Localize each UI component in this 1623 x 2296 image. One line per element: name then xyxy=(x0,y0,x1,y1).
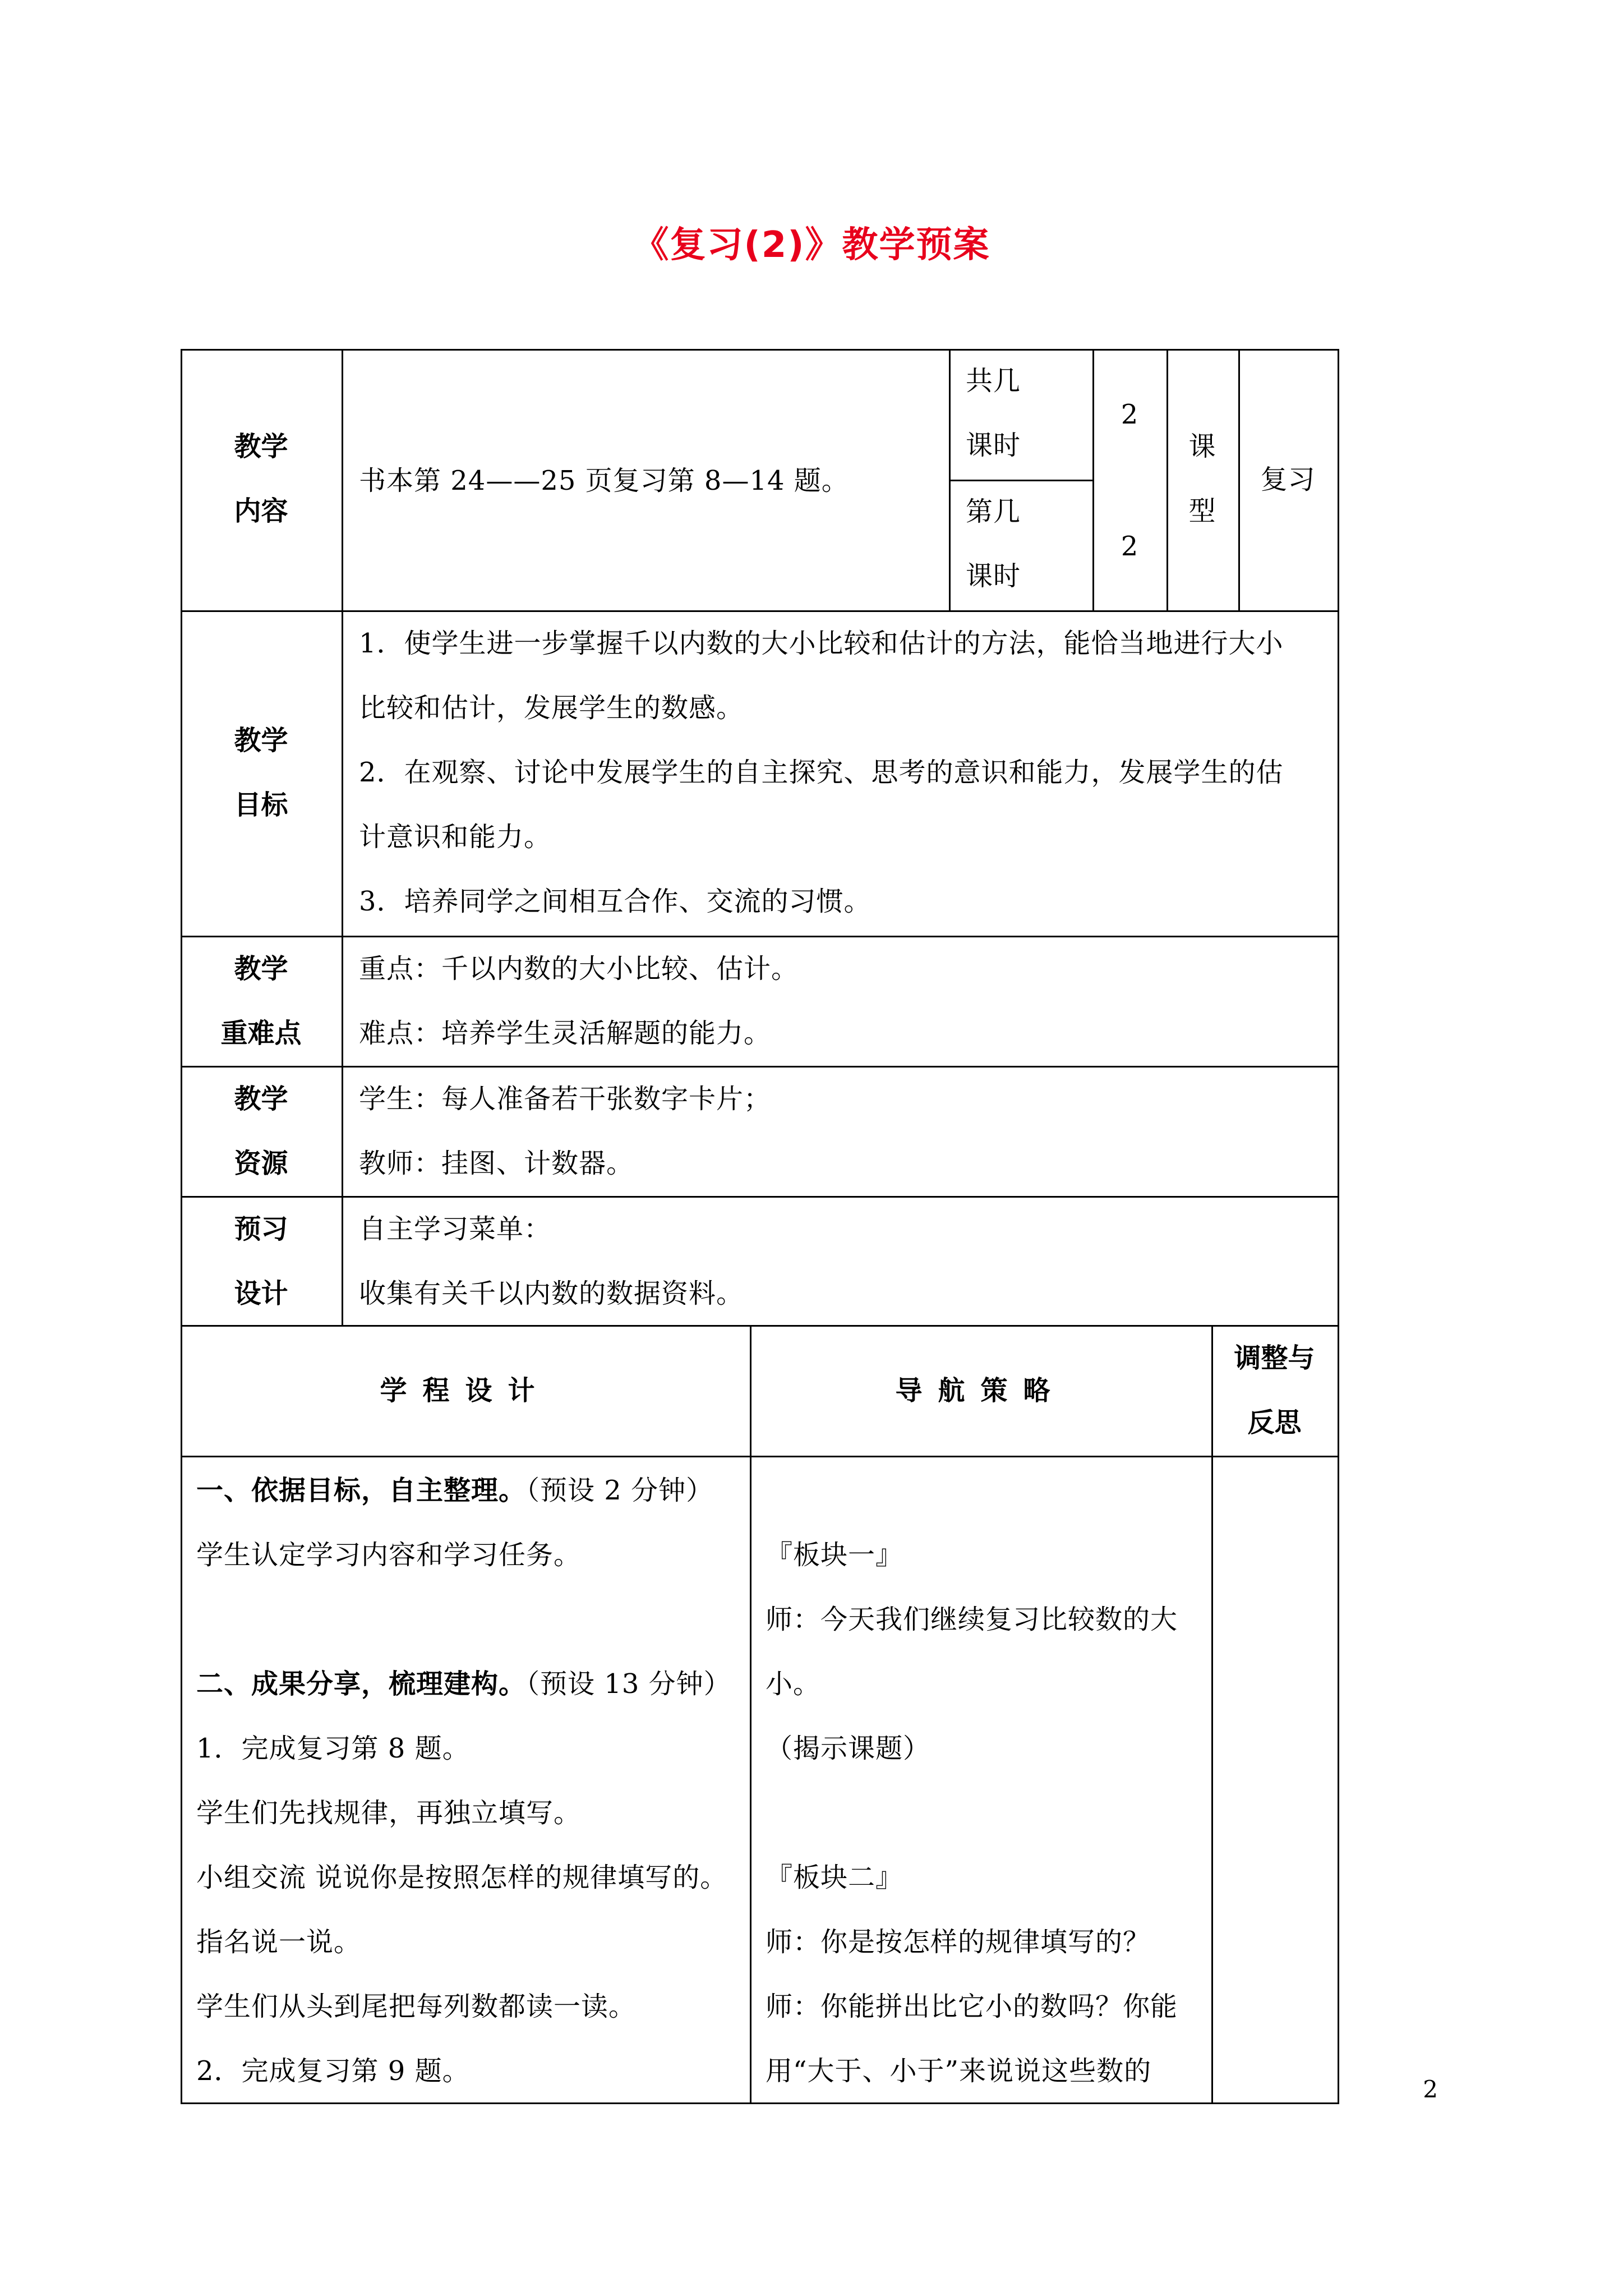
lesson-type-value: 复习 xyxy=(1260,464,1316,495)
strategy-line: 师：你能拼出比它小的数吗？你能 xyxy=(766,1991,1178,2022)
strategy-line: 小。 xyxy=(766,1668,821,1700)
current-hour-value: 2 xyxy=(1121,531,1139,562)
process-line: 指名说一说。 xyxy=(196,1926,362,1958)
process-line: 二、成果分享，梳理建构。（预设 13 分钟） xyxy=(196,1668,731,1700)
goal-line: 1．使学生进一步掌握千以内数的大小比较和估计的方法，能恰当地进行大小 xyxy=(359,628,1284,659)
strategy-line: 师：今天我们继续复习比较数的大 xyxy=(766,1604,1178,1635)
strategy-line: 『板块一』 xyxy=(766,1539,903,1571)
process-header: 学程设计 xyxy=(380,1375,551,1406)
process-column xyxy=(196,1458,731,2104)
goals-text xyxy=(359,611,1284,934)
strategy-line: 用“大于、小于”来说说这些数的 xyxy=(766,2055,1152,2087)
process-line: 学生们从头到尾把每列数都读一读。 xyxy=(196,1991,637,2022)
page-number: 2 xyxy=(1423,2076,1438,2103)
process-line: 小组交流 说说你是按照怎样的规律填写的。 xyxy=(196,1862,728,1893)
content-label: 教学 内容 xyxy=(234,431,288,527)
strategy-line: 师：你是按怎样的规律填写的？ xyxy=(766,1926,1151,1958)
process-line-blank xyxy=(196,1588,731,1652)
total-hours-label: 共几 课时 xyxy=(966,365,1021,461)
lesson-type-label: 课 型 xyxy=(1188,431,1216,527)
goal-line: 3．培养同学之间相互合作、交流的习惯。 xyxy=(359,886,872,917)
total-hours-value: 2 xyxy=(1121,399,1139,430)
goal-line: 计意识和能力。 xyxy=(359,821,552,853)
process-line: 学生认定学习内容和学习任务。 xyxy=(196,1539,582,1571)
current-hour-label: 第几 课时 xyxy=(966,496,1021,592)
process-line: 一、依据目标，自主整理。（预设 2 分钟） xyxy=(196,1475,714,1506)
strategy-line-blank xyxy=(766,1781,1178,1846)
resources-text: 学生：每人准备若干张数字卡片； 教师：挂图、计数器。 xyxy=(359,1083,772,1179)
goal-line: 比较和估计，发展学生的数感。 xyxy=(359,692,744,724)
resources-label: 教学 资源 xyxy=(234,1083,288,1179)
process-line: 学生们先找规律，再独立填写。 xyxy=(196,1797,582,1829)
process-line: 1．完成复习第 8 题。 xyxy=(196,1733,470,1764)
goal-line: 2．在观察、讨论中发展学生的自主探究、思考的意识和能力，发展学生的估 xyxy=(359,757,1284,788)
key-points-label: 教学 重难点 xyxy=(220,953,302,1049)
adjust-header: 调整与 反思 xyxy=(1234,1342,1315,1438)
strategy-column xyxy=(766,1523,1178,2104)
strategy-header: 导航策略 xyxy=(895,1375,1066,1406)
document-title: 《复习(2)》教学预案 xyxy=(633,224,990,266)
preview-label: 预习 设计 xyxy=(234,1213,288,1309)
preview-text: 自主学习菜单： 收集有关千以内数的数据资料。 xyxy=(359,1213,744,1309)
content-text: 书本第 24——25 页复习第 8—14 题。 xyxy=(359,465,849,496)
process-line: 2．完成复习第 9 题。 xyxy=(196,2055,470,2087)
key-points-text: 重点：千以内数的大小比较、估计。 难点：培养学生灵活解题的能力。 xyxy=(359,953,799,1049)
strategy-line: （揭示课题） xyxy=(766,1733,931,1764)
strategy-line: 『板块二』 xyxy=(766,1862,903,1893)
goals-label: 教学 目标 xyxy=(234,725,288,821)
